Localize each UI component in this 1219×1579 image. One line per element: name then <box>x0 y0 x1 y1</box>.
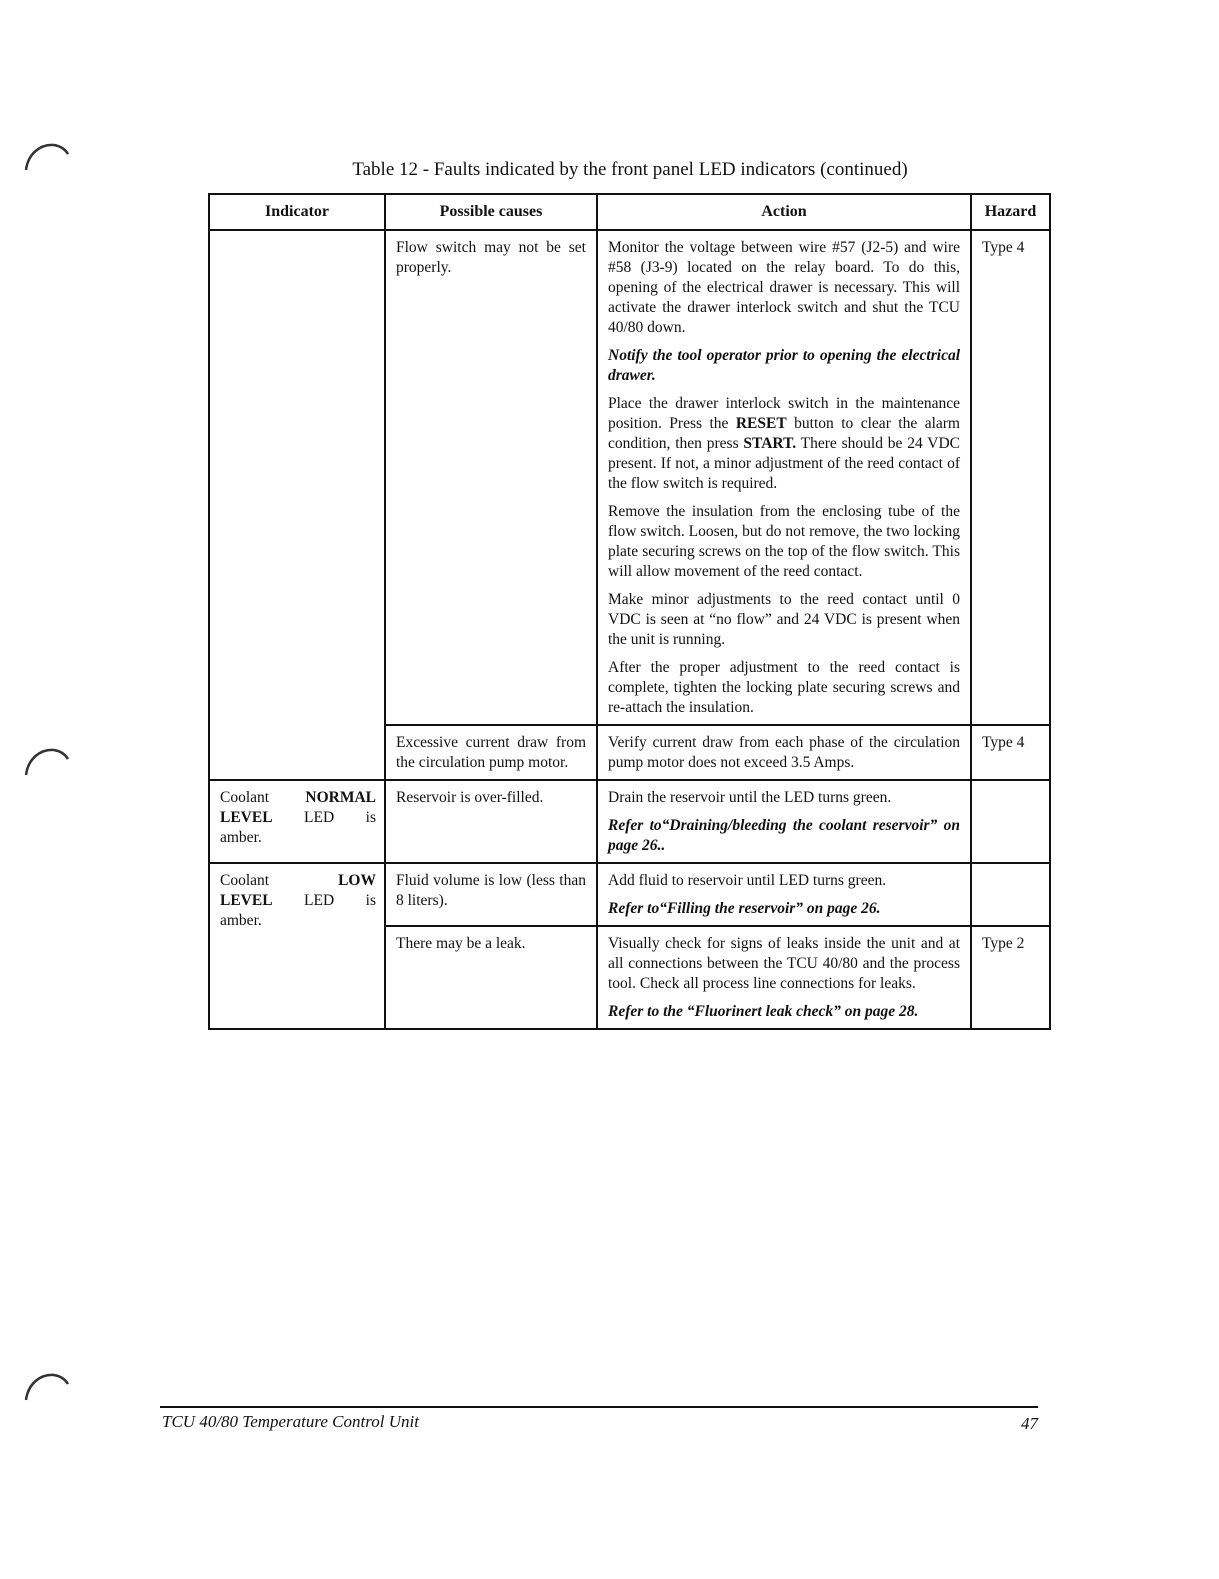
action-paragraph: Place the drawer interlock switch in the maintenance position. Press the RESET button to clear the alarm condition, then press START. There should be 24 VDC present. If not, a minor adjustment of the reed contact of the flow switch is required. <box>608 395 960 492</box>
action-paragraph: Add fluid to reservoir until LED turns green. <box>608 872 887 889</box>
hazard-cell: Type 4 <box>971 230 1050 725</box>
action-cell <box>597 863 971 926</box>
action-paragraph: Drain the reservoir until the LED turns green. <box>608 789 892 806</box>
header-hazard: Hazard <box>971 194 1050 230</box>
hazard-cell <box>971 863 1050 926</box>
header-indicator: Indicator <box>209 194 385 230</box>
table-caption: Table 12 - Faults indicated by the front panel LED indicators (continued) <box>352 159 908 180</box>
page-reference: Refer to“Filling the reservoir” on page 26. <box>608 900 881 917</box>
hazard-cell: Type 4 <box>971 725 1050 780</box>
page-reference: Refer to“Draining/bleeding the coolant reservoir” on page 26.. <box>608 817 960 854</box>
action-paragraph: Visually check for signs of leaks inside the unit and at all connections between the TCU 40/80 and the process tool. Check all process line connections for leaks. <box>608 935 960 992</box>
indicator-cell: Coolant NORMAL LEVEL LED is amber. <box>209 780 385 863</box>
cause-cell: There may be a leak. <box>385 926 597 1029</box>
hazard-cell <box>971 780 1050 863</box>
action-paragraph: Monitor the voltage between wire #57 (J2-5) and wire #58 (J3-9) located on the relay board. To do this, opening of the electrical drawer is necessary. This will activate the drawer interlock switch and shut the TCU 40/80 down. <box>608 239 960 336</box>
action-paragraph: Make minor adjustments to the reed contact until 0 VDC is seen at “no flow” and 24 VDC is present when the unit is running. <box>608 591 960 648</box>
punch-mark-icon <box>22 745 70 779</box>
page-reference: Refer to the “Fluorinert leak check” on page 28. <box>608 1003 919 1020</box>
hazard-cell: Type 2 <box>971 926 1050 1029</box>
action-paragraph: Remove the insulation from the enclosing tube of the flow switch. Loosen, but do not remove, the two locking plate securing screws on the top of the flow switch. This will allow movement of the reed contact. <box>608 503 960 580</box>
punch-mark-icon <box>22 140 70 174</box>
table-row-normal-level <box>209 780 1050 863</box>
cause-cell: Fluid volume is low (less than 8 liters). <box>385 863 597 926</box>
indicator-cell: Coolant LOW LEVEL LED is amber. <box>209 863 385 1029</box>
footer-page-number: 47 <box>1021 1414 1038 1433</box>
cause-cell: Reservoir is over-filled. <box>385 780 597 863</box>
table-header-row <box>209 194 1050 230</box>
reset-keyword: RESET <box>735 415 787 432</box>
faults-table <box>208 193 1051 1030</box>
cause-cell: Excessive current draw from the circulation pump motor. <box>385 725 597 780</box>
header-action: Action <box>597 194 971 230</box>
table-row-flow-switch <box>209 230 1050 725</box>
footer-divider <box>160 1406 1038 1408</box>
action-paragraph: After the proper adjustment to the reed contact is complete, tighten the locking plate securing screws and re-attach the insulation. <box>608 659 960 716</box>
action-cell <box>597 230 971 725</box>
action-cell <box>597 926 971 1029</box>
start-keyword: START. <box>743 435 797 452</box>
punch-mark-icon <box>22 1370 70 1404</box>
table-row-low-level <box>209 863 1050 926</box>
indicator-cell-empty <box>209 230 385 780</box>
cause-cell: Flow switch may not be set properly. <box>385 230 597 725</box>
action-warning: Notify the tool operator prior to opening the electrical drawer. <box>608 347 960 384</box>
header-possible-causes: Possible causes <box>385 194 597 230</box>
footer-document-title: TCU 40/80 Temperature Control Unit <box>162 1412 419 1431</box>
action-cell <box>597 780 971 863</box>
action-cell: Verify current draw from each phase of the circulation pump motor does not exceed 3.5 Amps. <box>597 725 971 780</box>
